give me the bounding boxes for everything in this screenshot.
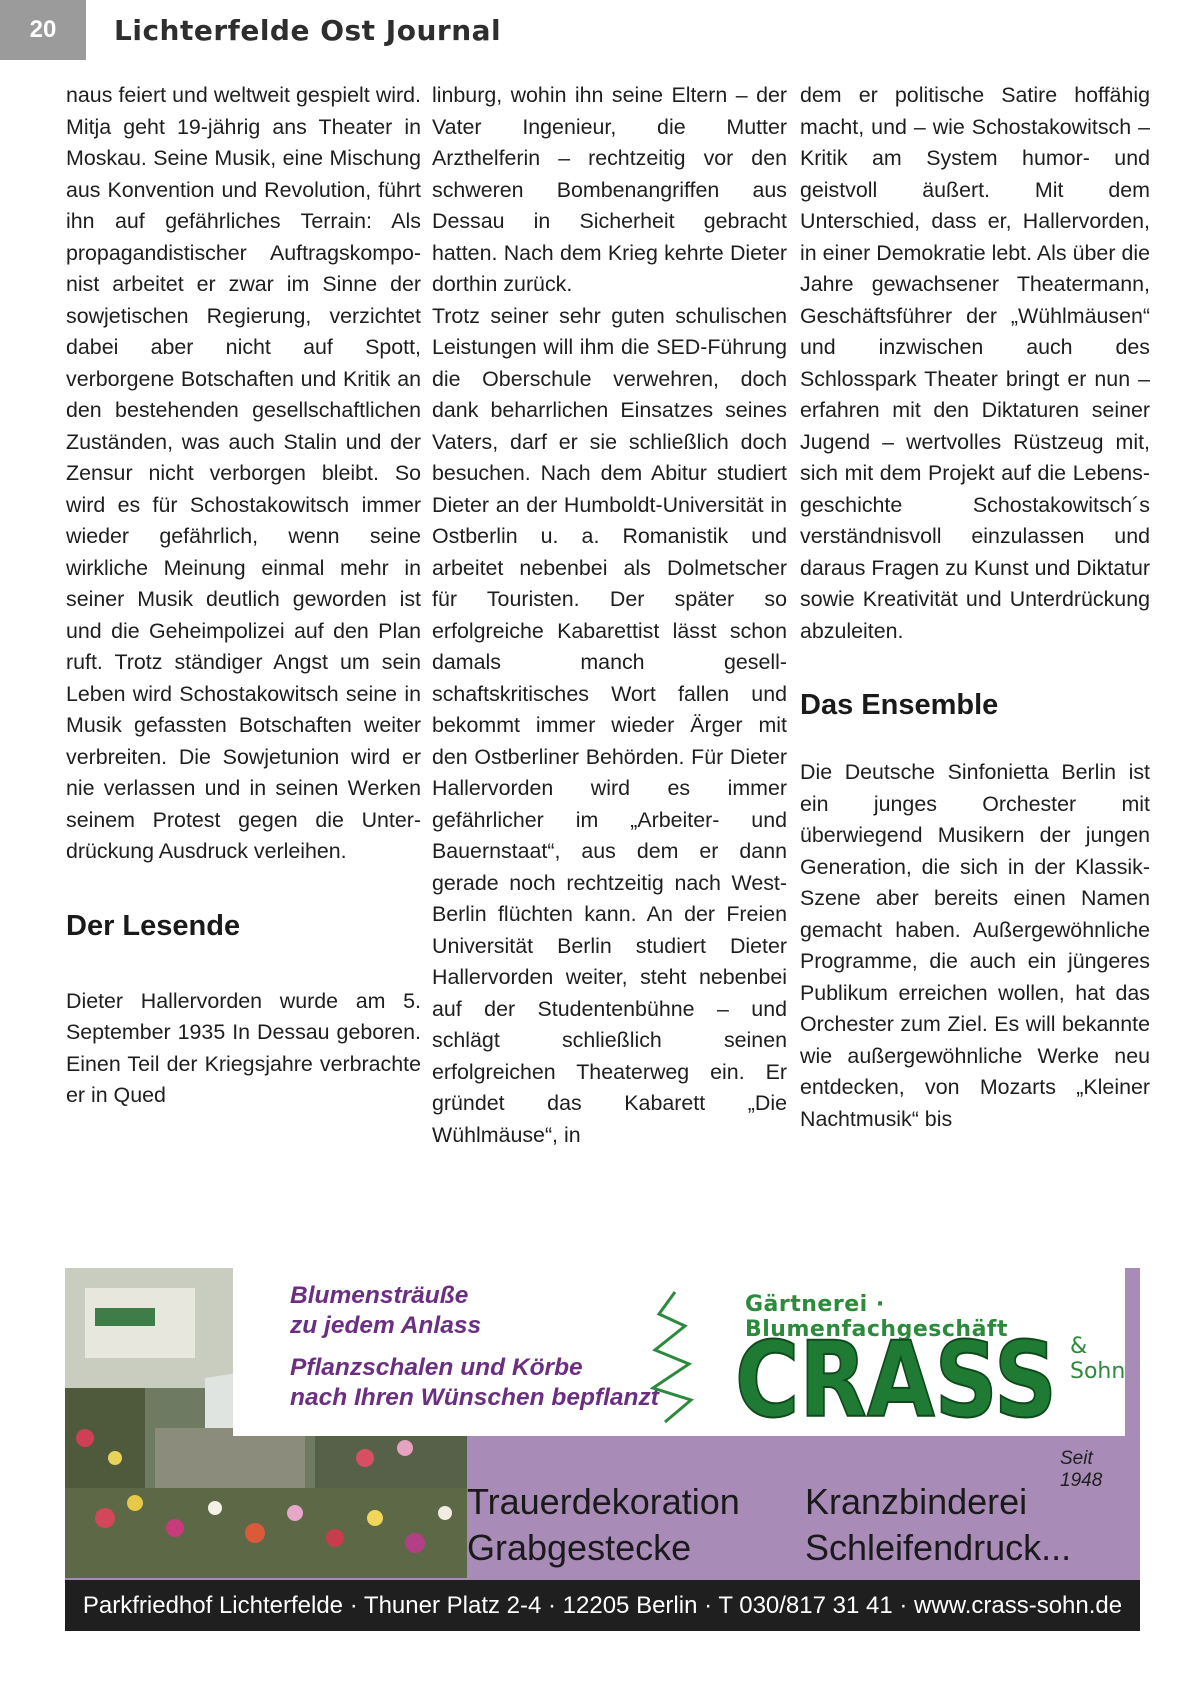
paragraph: naus feiert und weltweit gespielt wird. Mitja geht 19-jährig ans Theater in Moskau. Seine Musik, eine Mischung aus Konvention und Revolution, führt ihn auf gefährliches Terrain: Als propagandistischer Auftragskomponist arbeitet er zwar im Sinne der sowjetischen Regierung, verzichtet dabei aber nicht auf Spott, verborgene Botschaften und Kritik an den bestehenden gesellschaftlichen Zuständen, was auch Stalin und der Zensur nicht verborgen bleibt. So wird es für Schostakowitsch immer wieder gefährlich, wenn seine wirkliche Meinung einmal mehr in seiner Musik deutlich geworden ist und die Geheimpolizei auf den Plan ruft. Trotz ständiger Angst um sein Leben wird Schostakowitsch seine in Musik gefassten Botschaften weiter verbreiten. Die Sowjetunion wird er nie verlassen und in seinen Werken seinem Protest gegen die Unterdrückung Ausdruck verleihen. [66, 83, 421, 863]
paragraph: linburg, wohin ihn seine Eltern – der Vater Ingenieur, die Mutter Arzthelferin – rechtzeitig vor den schweren Bombenangriffen aus Dessau in Sicherheit gebracht hatten. Nach dem Krieg kehrte Dieter dorthin zurück. [432, 83, 787, 296]
article-column-3 [800, 80, 1150, 1135]
paragraph: Dieter Hallervorden wurde am 5. September 1935 In Dessau geboren. Einen Teil der Kriegsjahre verbrachte er in Qued [66, 988, 421, 1107]
svg-text:CRASS: CRASS [735, 1326, 1057, 1430]
ad-suffix: & Sohn [1070, 1334, 1126, 1384]
ad-service: Schleifendruck... [805, 1527, 1072, 1568]
article-column-2 [432, 80, 787, 1151]
ad-tagline: Pflanzschalen und Körbe [290, 1354, 583, 1381]
tree-icon [645, 1288, 705, 1428]
paragraph: dem er politische Satire hoffähig macht, und – wie Schostakowitsch – Kritik am System humor- und geistvoll äußert. Mit dem Unterschied, dass er, Hallervorden, in einer Demokratie lebt. Als über die Jahre gewachsener Theatermann, Geschäftsführer der „Wühlmäusen“ und inzwischen auch des Schlosspark Theater bringt er nun – erfahren mit den Diktaturen seiner Jugend – wertvolles Rüstzeug mit, sich mit dem Projekt auf die Lebensgeschichte Schostakowitsch´s verständnisvoll einzulassen und daraus Fragen zu Kunst und Diktatur sowie Kreativität und Unterdrückung abzuleiten. [800, 83, 1150, 643]
ad-service: Kranzbinderei [805, 1481, 1028, 1522]
section-heading-das-ensemble: Das Ensemble [800, 689, 999, 721]
crass-logo [735, 1326, 1060, 1430]
ad-service: Trauerdekoration [467, 1481, 740, 1522]
ad-tagline: nach Ihren Wünschen bepflanzt [290, 1384, 659, 1411]
ad-service: Grabgestecke [467, 1527, 692, 1568]
paragraph: Die Deutsche Sinfonietta Berlin ist ein junges Orchester mit überwiegend Musikern der jungen Generation, die sich in der Klassik-Szene aber bereits einen Namen gemacht haben. Außergewöhnliche Programme, die auch ein jüngeres Publikum erreichen wollen, hat das Orchester zum Ziel. Es will bekannte wie außergewöhnliche Werke neu entdecken, von Mozarts „Kleiner Nachtmusik“ bis [800, 760, 1150, 1131]
article-column-1 [66, 80, 421, 1112]
ad-tagline: Blumensträuße [290, 1282, 469, 1309]
ad-tagline: zu jedem Anlass [290, 1312, 482, 1339]
journal-title: Lichterfelde Ost Journal [114, 14, 502, 47]
paragraph: Trotz seiner sehr guten schulischen Leistungen will ihm die SED-Führung die Oberschule verwehren, doch dank beharrlichen Einsatzes seines Vaters, darf er sie schließlich doch besuchen. Nach dem Abitur studiert Dieter an der Humboldt-Universität in Ostberlin u. a. Romanistik und arbeitet nebenbei als Dolmetscher für Touristen. Der später so erfolgreiche Kabarettist lässt schon damals manch gesellschaftskritisches Wort fallen und bekommt immer wieder Ärger mit den Ostberliner Behörden. Für Dieter Hallervorden wird es immer gefährlicher im „Arbeiter- und Bauernstaat“, aus dem er dann gerade noch rechtzeitig nach West-Berlin flüchten kann. An der Freien Universität Berlin studiert Dieter Hallervorden weiter, steht nebenbei auf der Studentenbühne – und schlägt schließlich seinen erfolgreichen Theaterweg ein. Er gründet das Kabarett „Die Wühlmäuse“, in [432, 303, 787, 1147]
ad-headline: Gärtnerei · Blumenfachgeschäft [745, 1292, 1008, 1342]
advertisement-crass [65, 1268, 1140, 1631]
page-number: 20 [0, 0, 86, 60]
ad-since: Seit 1948 [1060, 1448, 1103, 1491]
ad-footer: Parkfriedhof Lichterfelde · Thuner Platz 2-4 · 12205 Berlin · T 030/817 31 41 · www.crass-sohn.de [65, 1580, 1140, 1631]
section-heading-der-lesende: Der Lesende [66, 909, 241, 942]
